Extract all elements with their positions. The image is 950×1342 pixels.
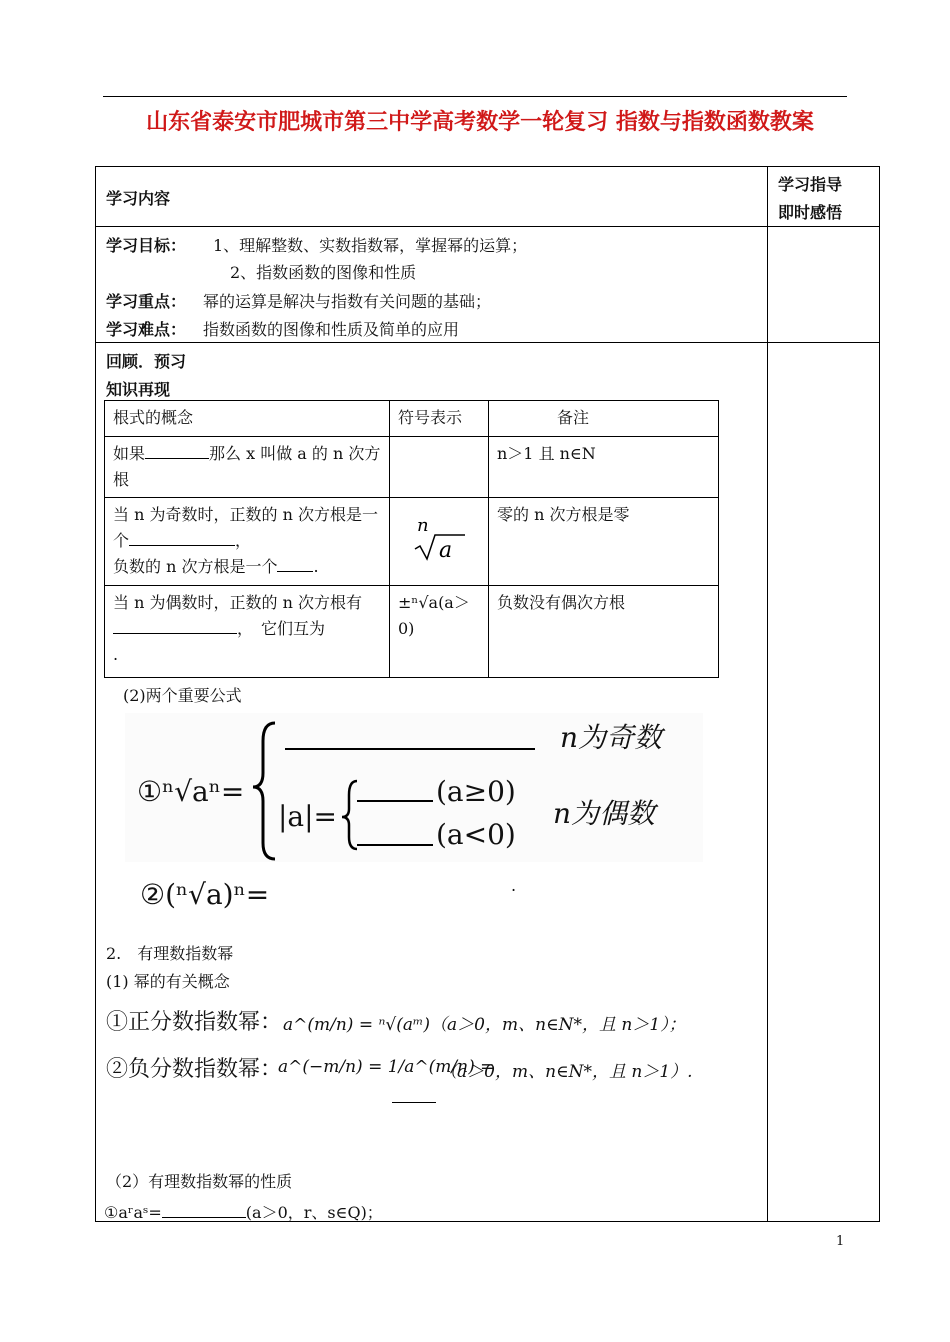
positive-exp-label: ①正分数指数幂：	[106, 1010, 283, 1035]
negative-exp-label: ②负分数指数幂：	[106, 1057, 283, 1082]
nth-root-symbol	[409, 513, 469, 563]
answer-blank[interactable]	[129, 529, 235, 546]
row-divider	[95, 226, 880, 227]
answer-blank[interactable]	[113, 617, 237, 634]
formula-1-left: ①ⁿ√aⁿ=	[137, 775, 245, 808]
formula-2-left: ②(ⁿ√a)ⁿ=	[140, 878, 270, 911]
row3-symbol: ±ⁿ√a(a＞0)	[390, 586, 489, 678]
answer-blank[interactable]	[277, 555, 313, 572]
review-heading: 回顾．预习	[106, 352, 187, 371]
formula-2-dot: .	[511, 876, 517, 895]
goals-label: 学习目标：	[106, 236, 187, 255]
positive-exp-formula: a^(m/n) = ⁿ√(aᵐ)（a＞0，m、n∈N*，且 n＞1）；	[283, 1015, 686, 1035]
difficulty-text: 指数函数的图像和性质及简单的应用	[203, 320, 460, 339]
col-header-note: 备注	[489, 401, 719, 437]
formulas-heading: (2)两个重要公式	[123, 686, 242, 705]
goal-1: 1、理解整数、实数指数幂，掌握幂的运算；	[213, 236, 528, 255]
radical-table	[104, 400, 719, 678]
column-divider	[767, 166, 768, 1222]
svg-text:a: a	[439, 537, 453, 563]
header-right-1: 学习指导	[778, 175, 843, 194]
formula-1-even: n为偶数	[553, 797, 656, 830]
goal-2: 2、指数函数的图像和性质	[230, 263, 417, 282]
svg-text:n: n	[417, 514, 429, 536]
col-header-symbol: 符号表示	[390, 401, 489, 437]
answer-blank[interactable]	[392, 1086, 436, 1103]
row-divider	[95, 342, 880, 343]
row2-concept: 当 n 为奇数时，正数的 n 次方根是一个 ， 负数的 n 次方根是一个 .	[105, 498, 390, 586]
knowledge-heading: 知识再现	[106, 380, 171, 399]
header-left: 学习内容	[106, 189, 171, 208]
key-text: 幂的运算是解决与指数有关问题的基础；	[203, 292, 492, 311]
key-label: 学习重点：	[106, 292, 187, 311]
page-title: 山东省泰安市肥城市第三中学高考数学一轮复习 指数与指数函数教案	[146, 110, 814, 135]
row2-symbol	[390, 498, 489, 586]
section2-sub1: (1) 幂的有关概念	[106, 972, 230, 991]
header-right-2: 即时感悟	[778, 203, 843, 222]
answer-blank[interactable]	[145, 442, 209, 459]
row3-note: 负数没有偶次方根	[489, 586, 719, 678]
negative-exp-formula: a^(−m/n) = 1/a^(m/n) =	[278, 1057, 495, 1077]
difficulty-label: 学习难点：	[106, 320, 187, 339]
row1-concept: 如果 那么 x 叫做 a 的 n 次方根	[105, 437, 390, 498]
section2-sub2: （2）有理数指数幂的性质	[106, 1172, 293, 1191]
formula-1-cond2: (a<0)	[436, 818, 516, 851]
top-rule	[103, 96, 847, 97]
row3-concept: 当 n 为偶数时，正数的 n 次方根有， 它们互为 .	[105, 586, 390, 678]
section2-heading: 2. 有理数指数幂	[106, 944, 234, 963]
property-1: ①aʳaˢ= (a＞0，r、s∈Q)；	[104, 1203, 383, 1222]
formula-1-cond1: (a≥0)	[436, 775, 516, 808]
negative-exp-condition: （a＞0，m、n∈N*，且 n＞1）.	[440, 1062, 693, 1082]
row1-note: n＞1 且 n∈N	[489, 437, 719, 498]
answer-blank[interactable]	[162, 1201, 246, 1218]
formula-1-odd: n为奇数	[560, 721, 663, 754]
formula-1-abs: |a|=	[278, 800, 338, 833]
col-header-concept: 根式的概念	[105, 401, 390, 437]
row2-note: 零的 n 次方根是零	[489, 498, 719, 586]
page-number: 1	[836, 1234, 845, 1249]
